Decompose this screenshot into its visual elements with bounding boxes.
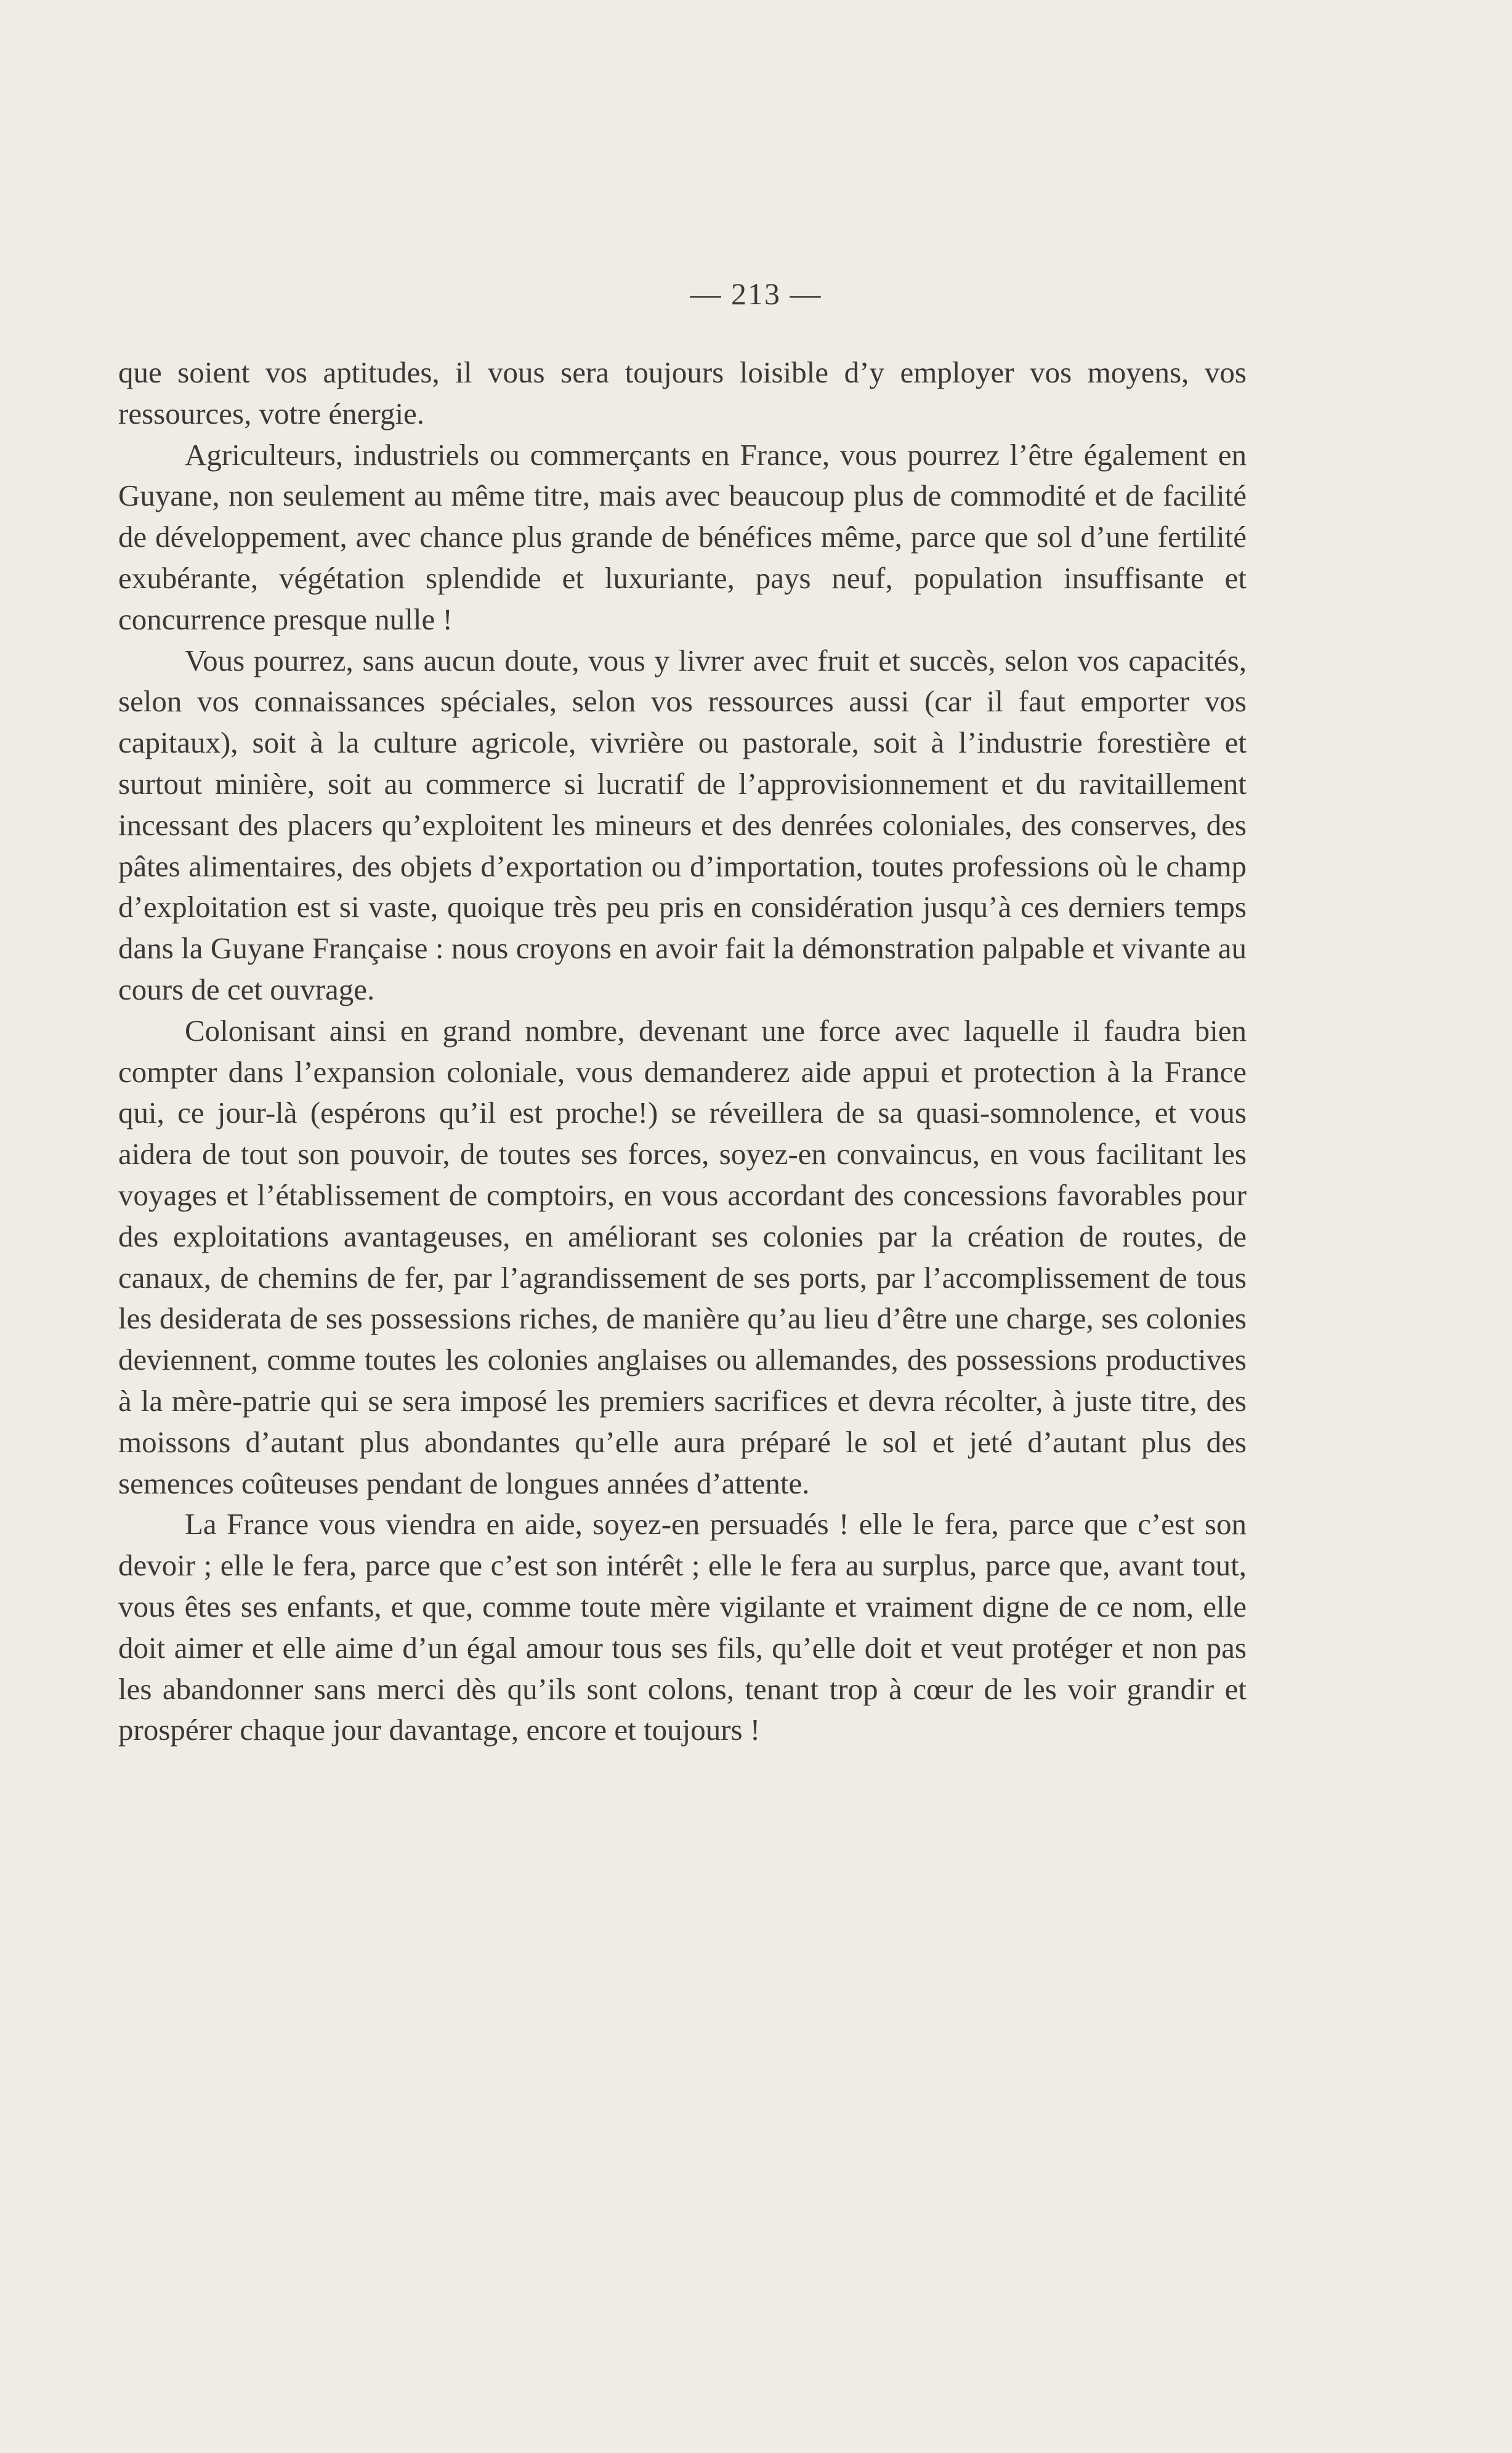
paragraph-3: Vous pourrez, sans aucun doute, vous y livrer avec fruit et succès, selon vos capacités, selon vos connaissances spéciales, selon vos ressources aussi (car il faut emporter vos capitaux), soit à la culture agricole, vivrière ou pastorale, soit à l’industrie forestière et surtout minière, soit au commerce si lucratif de l’approvisionnement et du ravitaillement incessant des placers qu’exploitent les mineurs et des denrées coloniales, des conserves, des pâtes alimentaires, des objets d’exportation ou d’importation, toutes professions où le champ d’exploitation est si vaste, quoique très peu pris en considération jusqu’à ces derniers temps dans la Guyane Française : nous croyons en avoir fait la démonstration palpable et vivante au cours de cet ouvrage. xyxy=(118,643,1247,1006)
paragraph-5: La France vous viendra en aide, soyez-en persuadés ! elle le fera, parce que c’est son devoir ; elle le fera, parce que c’est son intérêt ; elle le fera au surplus, parce que, avant tout, vous êtes ses enfants, et que, comme toute mère vigilante et vraiment digne de ce nom, elle doit aimer et elle aime d’un égal amour tous ses fils, qu’elle doit et veut protéger et non pas les abandonner sans merci dès qu’ils sont colons, tenant trop à cœur de les voir grandir et prospérer chaque jour davantage, encore et toujours ! xyxy=(118,1507,1247,1747)
paragraph-2: Agriculteurs, industriels ou commerçants en France, vous pourrez l’être également en Guyane, non seulement au même titre, mais avec beaucoup plus de commodité et de facilité de développement, avec chance plus grande de bénéfices même, parce que sol d’une fertilité exubérante, végétation splendide et luxuriante, pays neuf, population insuffisante et concurrence presque nulle ! xyxy=(118,437,1247,636)
body-text xyxy=(118,352,1247,1751)
paragraph-4: Colonisant ainsi en grand nombre, devenant une force avec laquelle il faudra bien compter dans l’expansion coloniale, vous demanderez aide appui et protection à la France qui, ce jour-là (espérons qu’il est proche!) se réveillera de sa quasi-somnolence, et vous aidera de tout son pouvoir, de toutes ses forces, soyez-en convaincus, en vous facilitant les voyages et l’établissement de comptoirs, en vous accordant des concessions favorables pour des exploitations avantageuses, en améliorant ses colonies par la création de routes, de canaux, de chemins de fer, par l’agrandissement de ses ports, par l’accomplissement de tous les desiderata de ses possessions riches, de manière qu’au lieu d’être une charge, ses colonies deviennent, comme toutes les colonies anglaises ou allemandes, des possessions productives à la mère-patrie qui se sera imposé les premiers sacrifices et devra récolter, à juste titre, des moissons d’autant plus abondantes qu’elle aura préparé le sol et jeté d’autant plus des semences coûteuses pendant de longues années d’attente. xyxy=(118,1013,1247,1500)
paragraph-1: que soient vos aptitudes, il vous sera toujours loisible d’y employer vos moyens, vos ressources, votre énergie. xyxy=(118,355,1247,430)
page-number: — 213 — xyxy=(690,277,822,311)
